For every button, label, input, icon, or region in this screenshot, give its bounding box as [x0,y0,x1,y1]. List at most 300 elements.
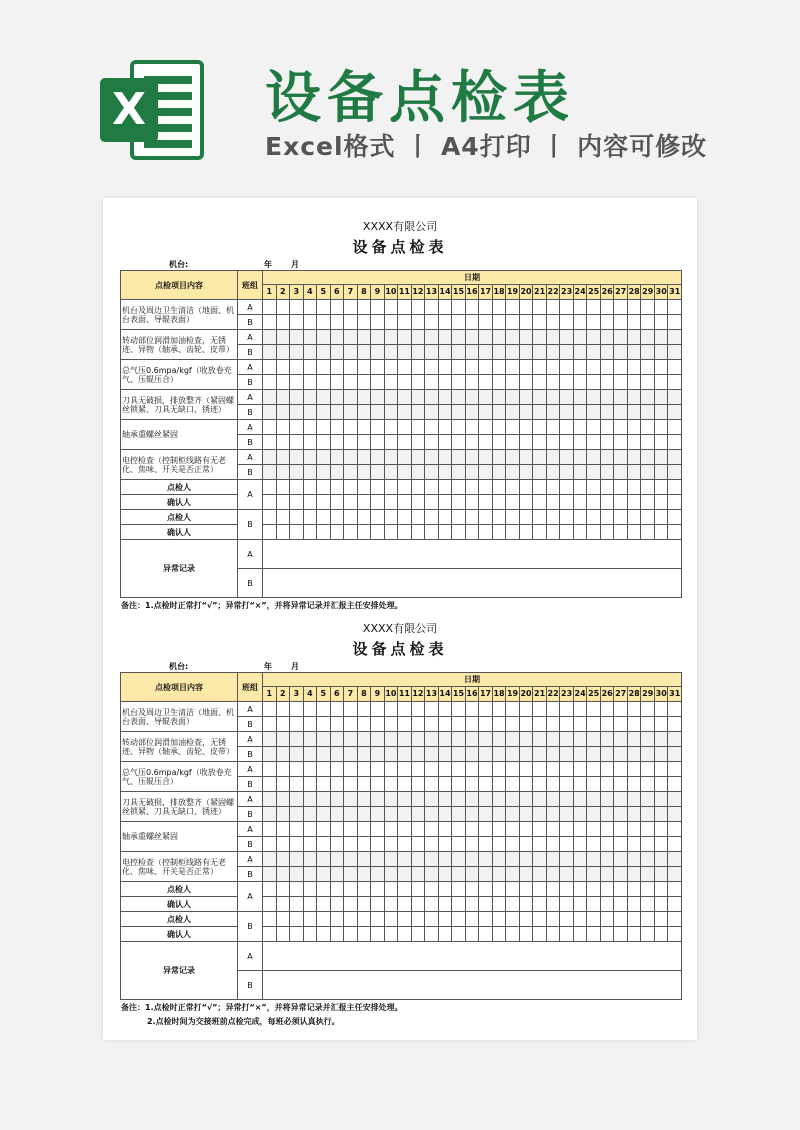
sign-cell[interactable] [276,495,290,510]
check-cell[interactable] [438,732,452,747]
check-cell[interactable] [573,360,587,375]
check-cell[interactable] [452,777,466,792]
check-cell[interactable] [560,345,574,360]
check-cell[interactable] [614,360,628,375]
check-cell[interactable] [600,345,614,360]
sign-cell[interactable] [317,525,331,540]
sign-cell[interactable] [614,480,628,495]
check-cell[interactable] [398,717,412,732]
sign-cell[interactable] [398,480,412,495]
sign-cell[interactable] [317,510,331,525]
sign-cell[interactable] [573,882,587,897]
sign-cell[interactable] [317,882,331,897]
check-cell[interactable] [506,837,520,852]
check-cell[interactable] [465,450,479,465]
check-cell[interactable] [425,360,439,375]
check-cell[interactable] [438,807,452,822]
sign-cell[interactable] [641,882,655,897]
check-cell[interactable] [452,837,466,852]
check-cell[interactable] [641,375,655,390]
check-cell[interactable] [263,300,277,315]
check-cell[interactable] [398,777,412,792]
check-cell[interactable] [317,315,331,330]
check-cell[interactable] [668,852,682,867]
sign-cell[interactable] [357,510,371,525]
sign-cell[interactable] [398,912,412,927]
sign-cell[interactable] [425,480,439,495]
sign-cell[interactable] [654,897,668,912]
sign-cell[interactable] [519,912,533,927]
check-cell[interactable] [600,792,614,807]
check-cell[interactable] [371,792,385,807]
check-cell[interactable] [479,315,493,330]
check-cell[interactable] [479,390,493,405]
check-cell[interactable] [573,390,587,405]
sign-cell[interactable] [465,912,479,927]
check-cell[interactable] [384,330,398,345]
check-cell[interactable] [668,717,682,732]
check-cell[interactable] [357,777,371,792]
sign-cell[interactable] [560,912,574,927]
check-cell[interactable] [479,807,493,822]
check-cell[interactable] [587,360,601,375]
check-cell[interactable] [519,330,533,345]
sign-cell[interactable] [303,525,317,540]
check-cell[interactable] [533,465,547,480]
check-cell[interactable] [263,822,277,837]
check-cell[interactable] [492,360,506,375]
check-cell[interactable] [533,747,547,762]
check-cell[interactable] [519,702,533,717]
sign-cell[interactable] [519,882,533,897]
check-cell[interactable] [506,762,520,777]
sign-cell[interactable] [614,525,628,540]
check-cell[interactable] [519,465,533,480]
check-cell[interactable] [411,315,425,330]
check-cell[interactable] [668,747,682,762]
check-cell[interactable] [425,315,439,330]
check-cell[interactable] [263,405,277,420]
sign-cell[interactable] [641,480,655,495]
check-cell[interactable] [263,420,277,435]
check-cell[interactable] [465,732,479,747]
check-cell[interactable] [465,465,479,480]
check-cell[interactable] [398,315,412,330]
check-cell[interactable] [263,837,277,852]
check-cell[interactable] [344,747,358,762]
check-cell[interactable] [371,717,385,732]
sign-cell[interactable] [587,897,601,912]
check-cell[interactable] [357,300,371,315]
check-cell[interactable] [438,822,452,837]
check-cell[interactable] [560,867,574,882]
check-cell[interactable] [263,435,277,450]
sign-cell[interactable] [276,897,290,912]
check-cell[interactable] [465,822,479,837]
check-cell[interactable] [506,822,520,837]
check-cell[interactable] [330,375,344,390]
check-cell[interactable] [303,762,317,777]
check-cell[interactable] [519,762,533,777]
sign-cell[interactable] [344,882,358,897]
check-cell[interactable] [452,420,466,435]
check-cell[interactable] [438,345,452,360]
check-cell[interactable] [668,345,682,360]
check-cell[interactable] [573,702,587,717]
sign-cell[interactable] [357,882,371,897]
check-cell[interactable] [560,420,574,435]
check-cell[interactable] [614,315,628,330]
check-cell[interactable] [546,465,560,480]
check-cell[interactable] [641,747,655,762]
check-cell[interactable] [384,375,398,390]
check-cell[interactable] [600,420,614,435]
sign-cell[interactable] [506,882,520,897]
check-cell[interactable] [519,837,533,852]
sign-cell[interactable] [411,927,425,942]
check-cell[interactable] [411,345,425,360]
check-cell[interactable] [600,702,614,717]
check-cell[interactable] [641,717,655,732]
check-cell[interactable] [506,732,520,747]
check-cell[interactable] [614,777,628,792]
check-cell[interactable] [533,837,547,852]
check-cell[interactable] [668,792,682,807]
check-cell[interactable] [587,435,601,450]
check-cell[interactable] [492,732,506,747]
check-cell[interactable] [668,465,682,480]
check-cell[interactable] [398,837,412,852]
sign-cell[interactable] [533,525,547,540]
check-cell[interactable] [465,405,479,420]
sign-cell[interactable] [560,897,574,912]
check-cell[interactable] [573,822,587,837]
check-cell[interactable] [641,465,655,480]
check-cell[interactable] [384,420,398,435]
check-cell[interactable] [452,315,466,330]
check-cell[interactable] [641,822,655,837]
check-cell[interactable] [276,360,290,375]
check-cell[interactable] [600,747,614,762]
check-cell[interactable] [573,777,587,792]
check-cell[interactable] [398,330,412,345]
check-cell[interactable] [641,315,655,330]
check-cell[interactable] [492,702,506,717]
check-cell[interactable] [411,807,425,822]
sign-cell[interactable] [641,525,655,540]
check-cell[interactable] [533,330,547,345]
check-cell[interactable] [614,390,628,405]
check-cell[interactable] [411,702,425,717]
check-cell[interactable] [411,777,425,792]
check-cell[interactable] [506,465,520,480]
sign-cell[interactable] [425,510,439,525]
sign-cell[interactable] [641,510,655,525]
check-cell[interactable] [411,822,425,837]
check-cell[interactable] [560,375,574,390]
sign-cell[interactable] [600,897,614,912]
check-cell[interactable] [668,330,682,345]
check-cell[interactable] [425,405,439,420]
check-cell[interactable] [465,330,479,345]
check-cell[interactable] [654,360,668,375]
sign-cell[interactable] [546,882,560,897]
check-cell[interactable] [411,450,425,465]
check-cell[interactable] [573,330,587,345]
check-cell[interactable] [357,390,371,405]
check-cell[interactable] [641,300,655,315]
sign-cell[interactable] [330,525,344,540]
check-cell[interactable] [411,792,425,807]
sign-cell[interactable] [587,510,601,525]
check-cell[interactable] [438,837,452,852]
sign-cell[interactable] [452,510,466,525]
sign-cell[interactable] [546,495,560,510]
check-cell[interactable] [303,345,317,360]
check-cell[interactable] [654,435,668,450]
check-cell[interactable] [533,777,547,792]
check-cell[interactable] [654,852,668,867]
check-cell[interactable] [546,852,560,867]
sign-cell[interactable] [438,912,452,927]
check-cell[interactable] [290,837,304,852]
check-cell[interactable] [290,390,304,405]
check-cell[interactable] [533,345,547,360]
check-cell[interactable] [465,435,479,450]
check-cell[interactable] [506,792,520,807]
check-cell[interactable] [411,867,425,882]
sign-cell[interactable] [533,480,547,495]
check-cell[interactable] [614,867,628,882]
abnormal-record-field[interactable] [263,569,682,598]
check-cell[interactable] [317,762,331,777]
check-cell[interactable] [560,747,574,762]
check-cell[interactable] [276,315,290,330]
check-cell[interactable] [398,375,412,390]
check-cell[interactable] [290,702,304,717]
check-cell[interactable] [357,702,371,717]
check-cell[interactable] [384,852,398,867]
check-cell[interactable] [560,762,574,777]
check-cell[interactable] [384,762,398,777]
check-cell[interactable] [546,807,560,822]
check-cell[interactable] [668,822,682,837]
check-cell[interactable] [587,330,601,345]
sign-cell[interactable] [479,927,493,942]
check-cell[interactable] [290,435,304,450]
check-cell[interactable] [600,867,614,882]
sign-cell[interactable] [560,882,574,897]
check-cell[interactable] [546,822,560,837]
sign-cell[interactable] [371,882,385,897]
check-cell[interactable] [465,390,479,405]
sign-cell[interactable] [290,510,304,525]
check-cell[interactable] [546,435,560,450]
sign-cell[interactable] [411,882,425,897]
check-cell[interactable] [317,330,331,345]
check-cell[interactable] [452,852,466,867]
check-cell[interactable] [398,762,412,777]
check-cell[interactable] [438,702,452,717]
check-cell[interactable] [641,852,655,867]
check-cell[interactable] [573,465,587,480]
check-cell[interactable] [452,405,466,420]
check-cell[interactable] [506,867,520,882]
check-cell[interactable] [452,702,466,717]
check-cell[interactable] [452,717,466,732]
check-cell[interactable] [668,702,682,717]
check-cell[interactable] [330,762,344,777]
check-cell[interactable] [371,420,385,435]
sign-cell[interactable] [654,525,668,540]
check-cell[interactable] [303,315,317,330]
sign-cell[interactable] [438,495,452,510]
sign-cell[interactable] [317,897,331,912]
check-cell[interactable] [425,717,439,732]
check-cell[interactable] [465,762,479,777]
sign-cell[interactable] [546,927,560,942]
check-cell[interactable] [560,732,574,747]
check-cell[interactable] [290,777,304,792]
sign-cell[interactable] [573,525,587,540]
check-cell[interactable] [303,807,317,822]
check-cell[interactable] [425,435,439,450]
check-cell[interactable] [600,822,614,837]
check-cell[interactable] [506,852,520,867]
check-cell[interactable] [425,792,439,807]
check-cell[interactable] [573,405,587,420]
sign-cell[interactable] [425,525,439,540]
check-cell[interactable] [465,777,479,792]
check-cell[interactable] [492,420,506,435]
check-cell[interactable] [479,852,493,867]
check-cell[interactable] [290,375,304,390]
check-cell[interactable] [627,702,641,717]
sign-cell[interactable] [330,495,344,510]
sign-cell[interactable] [371,480,385,495]
check-cell[interactable] [357,360,371,375]
check-cell[interactable] [290,405,304,420]
sign-cell[interactable] [627,897,641,912]
sign-cell[interactable] [290,897,304,912]
check-cell[interactable] [425,375,439,390]
check-cell[interactable] [600,450,614,465]
check-cell[interactable] [492,717,506,732]
check-cell[interactable] [519,390,533,405]
check-cell[interactable] [668,435,682,450]
check-cell[interactable] [411,747,425,762]
sign-cell[interactable] [627,495,641,510]
check-cell[interactable] [317,717,331,732]
check-cell[interactable] [425,837,439,852]
check-cell[interactable] [398,390,412,405]
check-cell[interactable] [641,777,655,792]
check-cell[interactable] [384,792,398,807]
sign-cell[interactable] [425,882,439,897]
sign-cell[interactable] [317,927,331,942]
check-cell[interactable] [276,405,290,420]
check-cell[interactable] [411,360,425,375]
check-cell[interactable] [438,330,452,345]
check-cell[interactable] [506,450,520,465]
check-cell[interactable] [492,837,506,852]
check-cell[interactable] [519,777,533,792]
check-cell[interactable] [506,435,520,450]
sign-cell[interactable] [425,912,439,927]
check-cell[interactable] [654,807,668,822]
check-cell[interactable] [641,420,655,435]
check-cell[interactable] [425,465,439,480]
sign-cell[interactable] [614,495,628,510]
sign-cell[interactable] [344,912,358,927]
sign-cell[interactable] [627,882,641,897]
check-cell[interactable] [614,807,628,822]
check-cell[interactable] [587,345,601,360]
check-cell[interactable] [398,807,412,822]
check-cell[interactable] [371,300,385,315]
check-cell[interactable] [587,867,601,882]
check-cell[interactable] [371,390,385,405]
sign-cell[interactable] [600,525,614,540]
check-cell[interactable] [533,375,547,390]
check-cell[interactable] [357,465,371,480]
check-cell[interactable] [330,390,344,405]
check-cell[interactable] [560,450,574,465]
sign-cell[interactable] [506,525,520,540]
check-cell[interactable] [614,375,628,390]
check-cell[interactable] [492,300,506,315]
check-cell[interactable] [290,792,304,807]
check-cell[interactable] [303,702,317,717]
check-cell[interactable] [384,717,398,732]
check-cell[interactable] [357,762,371,777]
sign-cell[interactable] [290,525,304,540]
sign-cell[interactable] [263,480,277,495]
check-cell[interactable] [384,450,398,465]
sign-cell[interactable] [641,927,655,942]
check-cell[interactable] [600,717,614,732]
check-cell[interactable] [627,420,641,435]
check-cell[interactable] [317,747,331,762]
check-cell[interactable] [438,777,452,792]
check-cell[interactable] [600,837,614,852]
check-cell[interactable] [357,330,371,345]
check-cell[interactable] [425,390,439,405]
sign-cell[interactable] [492,495,506,510]
check-cell[interactable] [452,732,466,747]
sign-cell[interactable] [411,897,425,912]
sign-cell[interactable] [587,525,601,540]
check-cell[interactable] [411,837,425,852]
check-cell[interactable] [371,762,385,777]
check-cell[interactable] [263,345,277,360]
sign-cell[interactable] [384,480,398,495]
check-cell[interactable] [371,465,385,480]
sign-cell[interactable] [506,510,520,525]
check-cell[interactable] [371,330,385,345]
check-cell[interactable] [465,360,479,375]
sign-cell[interactable] [506,927,520,942]
check-cell[interactable] [465,702,479,717]
check-cell[interactable] [587,717,601,732]
check-cell[interactable] [317,702,331,717]
check-cell[interactable] [479,420,493,435]
sign-cell[interactable] [330,897,344,912]
sign-cell[interactable] [263,510,277,525]
check-cell[interactable] [317,822,331,837]
check-cell[interactable] [276,822,290,837]
check-cell[interactable] [276,300,290,315]
